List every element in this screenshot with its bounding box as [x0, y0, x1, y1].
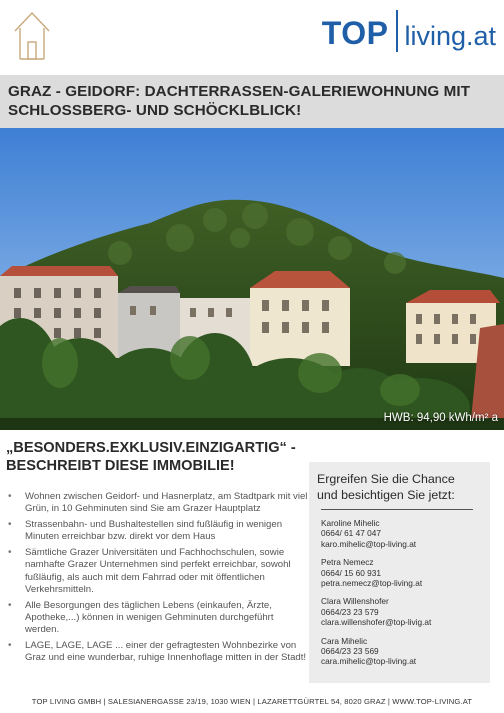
header: [0, 0, 504, 75]
headline-line-2: BESCHREIBT DIESE IMMOBILIE!: [6, 458, 235, 474]
page-title-line-2: SCHLOSSBERG- UND SCHÖCKLBLICK!: [8, 102, 302, 119]
feature-item: • Sämtliche Grazer Universitäten und Fachhochschulen, sowie namhafte Grazer Unternehmen sind perfekt erreichbar, sowohl fußläufig, als auch mit dem Fahrrad oder mit öffentlichen Verkehrsmitteln.: [8, 547, 308, 595]
property-photo: [0, 128, 504, 430]
contact-entry: [321, 596, 483, 627]
contact-phone[interactable]: 0664/ 15 60 931: [321, 567, 381, 578]
contact-name: Petra Nemecz: [321, 557, 374, 568]
feature-item: • LAGE, LAGE, LAGE ... einer der gefragtesten Wohnbezirke von Graz und eine wunderbar, ruhige Innenhoflage mitten in der Stadt!: [8, 640, 308, 664]
feature-item: • Alle Besorgungen des täglichen Lebens (einkaufen, Ärzte, Apotheke,...) können in wenigen Gehminuten durchgeführt werden.: [8, 600, 308, 636]
contact-heading-line-2: und besichtigen Sie jetzt:: [317, 488, 455, 502]
section-headline: [6, 439, 306, 475]
feature-list: [8, 491, 308, 668]
feature-item: • Strassenbahn- und Bushaltestellen sind fußläufig in wenigen Minuten erreichbar bzw. direkt vor dem Haus: [8, 519, 308, 543]
brand-logo: [322, 4, 496, 54]
footer-address: TOP LIVING GMBH | SALESIANERGASSE 23/19, 1030 WIEN | LAZARETTGÜRTEL 54, 8020 GRAZ | WWW.TOP-LIVING.AT: [31, 697, 473, 706]
contact-box: [309, 462, 490, 683]
hwb-energy-label: HWB: 94,90 kWh/m² a: [383, 412, 498, 424]
contact-divider: [321, 509, 473, 510]
house-logo-icon: [13, 11, 51, 61]
contact-phone[interactable]: 0664/23 23 569: [321, 646, 379, 657]
contact-phone[interactable]: 0664/ 61 47 047: [321, 528, 381, 539]
contact-email[interactable]: petra.nemecz@top-living.at: [321, 578, 423, 589]
contact-name: Karoline Mihelic: [321, 518, 380, 528]
title-banner: [0, 75, 504, 128]
feature-item: • Wohnen zwischen Geidorf- und Hasnerplatz, am Stadtpark mit viel Grün, in 10 Gehminuten sind Sie am Grazer Hauptplatz: [8, 491, 308, 515]
brand-divider: [396, 10, 398, 52]
brand-top: TOP: [321, 15, 389, 51]
contact-name: Clara Willenshofer: [321, 596, 389, 607]
contact-email[interactable]: cara.mihelic@top-living.at: [321, 656, 417, 667]
headline-line-1: „BESONDERS.EXKLUSIV.EINZIGARTIG“ -: [6, 440, 296, 456]
contact-name: Cara Mihelic: [321, 635, 368, 646]
property-photo-illustration: [0, 128, 504, 430]
contact-heading-line-1: Ergreifen Sie die Chance: [317, 472, 455, 486]
contact-entry: [321, 557, 483, 588]
contact-entry: [321, 518, 483, 549]
page-title-line-1: GRAZ - GEIDORF: DACHTERRASSEN-GALERIEWOHNUNG MIT: [8, 83, 471, 100]
contact-phone[interactable]: 0664/23 23 579: [321, 606, 379, 617]
contact-entry: [321, 636, 483, 667]
brand-living: living.at: [404, 21, 496, 51]
contact-email[interactable]: karo.mihelic@top-living.at: [321, 538, 417, 549]
contact-email[interactable]: clara.willenshofer@top-livig.at: [321, 617, 432, 628]
